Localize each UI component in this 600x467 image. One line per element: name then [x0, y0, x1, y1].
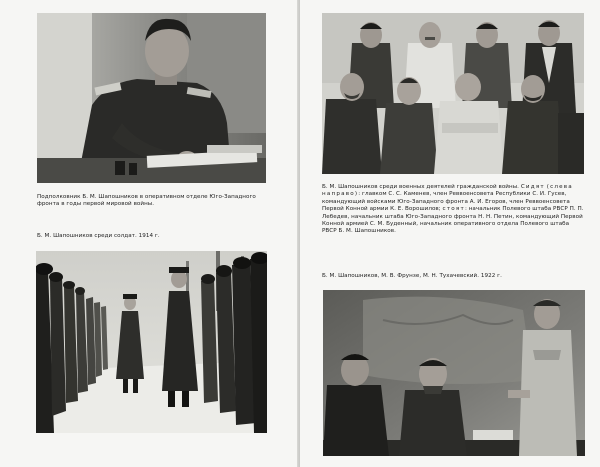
- photo-group-military-leaders-image: [322, 13, 584, 174]
- photo-officer-at-desk: [37, 13, 266, 183]
- photo-three-commanders-1922: [323, 290, 585, 456]
- caption-group-sit-word: Сидят: [520, 184, 545, 190]
- right-page: [300, 0, 600, 467]
- photo-officer-at-desk-image: [37, 13, 266, 183]
- caption-group-sit-rest: : главком С. С. Каменев, член Реввоенсовета Республики С. И. Гусев, командующий войсками Юго-Западного фронта А. И. Егоров, член Реввоенсовета Первой Конной армии К. Е. Ворошилов;: [322, 191, 570, 213]
- photo-among-soldiers: [36, 251, 267, 433]
- caption-group-stand-word: стоят: [442, 206, 465, 213]
- caption-group-paren: (слева направо): [322, 184, 573, 198]
- photo-three-commanders-1922-image: [323, 290, 585, 456]
- caption-group-intro: Б. М. Шапошников среди военных деятелей гражданской войны.: [322, 184, 519, 190]
- photo-among-soldiers-image: [36, 251, 267, 433]
- caption-photo-1922: Б. М. Шапошников, М. В. Фрунзе, М. Н. Тухачевский. 1922 г.: [322, 273, 502, 279]
- photo-group-military-leaders: [322, 13, 584, 174]
- caption-group-military-leaders: [322, 184, 585, 236]
- caption-photo-soldiers: Б. М. Шапошников среди солдат. 1914 г.: [37, 233, 160, 239]
- left-page: [0, 0, 298, 467]
- caption-photo-officer: Подполковник Б. М. Шапошников в оперативном отделе Юго-Западного фронта в годы первой мировой войны.: [37, 194, 256, 208]
- caption-group-stand-rest: : начальник Полевого штаба РВСР П. П. Лебедев, начальник штаба Юго-Западного фронта Н. Н. Петин, командующий Первой Конной армией С. М. Буденный, начальник оперативного отдела Полевого штаба РВСР Б. М. Шапошников.: [322, 206, 584, 235]
